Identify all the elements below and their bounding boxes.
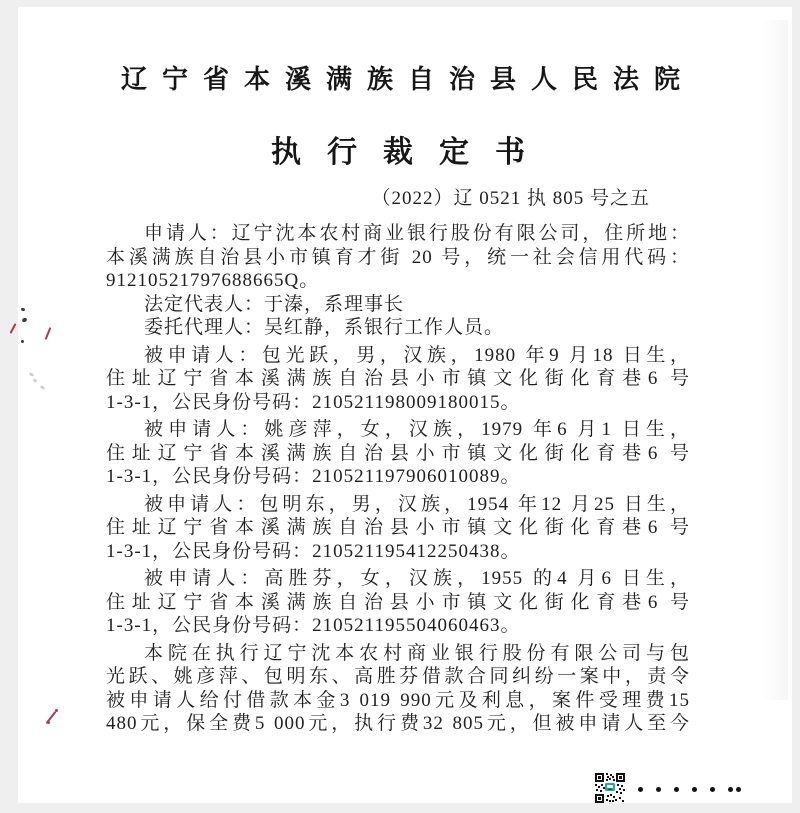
dot: [710, 787, 715, 792]
dot: [692, 787, 697, 792]
doc-line: 住址辽宁省本溪满族自治县小市镇文化街化育巷6 号: [106, 591, 690, 613]
doc-line: 本院在执行辽宁沈本农村商业银行股份有限公司与包: [144, 642, 690, 664]
red-pen-mark: [10, 323, 17, 334]
separator-dots: [638, 787, 741, 792]
qr-code-icon: [595, 773, 625, 803]
court-name-heading: 辽宁省本溪满族自治县人民法院: [121, 65, 696, 94]
dot: [656, 787, 661, 792]
doc-line: 委托代理人：吴红静，系银行工作人员。: [144, 317, 505, 338]
case-number: （2022）辽 0521 执 805 号之五: [371, 188, 650, 209]
dot: [736, 787, 741, 792]
doc-line: 1-3-1，公民身份号码：210521198009180015。: [106, 391, 521, 413]
doc-line: 住址辽宁省本溪满族自治县小市镇文化街化育巷6 号: [106, 517, 690, 538]
doc-line: 91210521797688665Q。: [106, 270, 320, 291]
doc-line: 被申请人：姚彦萍，女，汉族，1979 年6 月1 日生，: [144, 419, 690, 440]
dot: [728, 787, 733, 792]
doc-line: 1-3-1，公民身份号码：210521197906010089。: [106, 466, 521, 487]
dot: [638, 787, 643, 792]
doc-line: 1-3-1，公民身份号码：210521195504060463。: [106, 615, 521, 636]
document-body: [106, 222, 690, 736]
doc-line: 申请人：辽宁沈本农村商业银行股份有限公司，住所地：: [144, 223, 690, 244]
doc-line: 法定代表人：于溱，系理事长: [144, 293, 405, 315]
doc-line: 被申请人给付借款本金3 019 990元及利息，案件受理费15: [106, 689, 690, 711]
doc-line: 480元，保全费5 000元，执行费32 805元，但被申请人至今: [106, 713, 690, 734]
doc-line: 被申请人：高胜芬，女，汉族，1955 的4 月6 日生，: [144, 568, 690, 589]
dot: [674, 787, 679, 792]
document-title: 执行裁定书: [271, 136, 551, 169]
scanned-document-page: [18, 7, 792, 803]
doc-line: 被申请人：包光跃，男，汉族，1980 年9 月18 日生，: [144, 344, 690, 366]
document-content: [18, 59, 792, 736]
doc-line: 本溪满族自治县小市镇育才街 20 号，统一社会信用代码：: [106, 246, 690, 268]
doc-line: 被申请人：包明东，男，汉族，1954 年12 月25 日生，: [144, 493, 690, 515]
doc-line: 住址辽宁省本溪满族自治县小市镇文化街化育巷6 号: [106, 442, 690, 464]
doc-line: 光跃、姚彦萍、包明东、高胜芬借款合同纠纷一案中，责令: [106, 666, 690, 687]
doc-line: 住址辽宁省本溪满族自治县小市镇文化街化育巷6 号: [106, 368, 690, 389]
doc-line: 1-3-1，公民身份号码：210521195412250438。: [106, 540, 521, 562]
